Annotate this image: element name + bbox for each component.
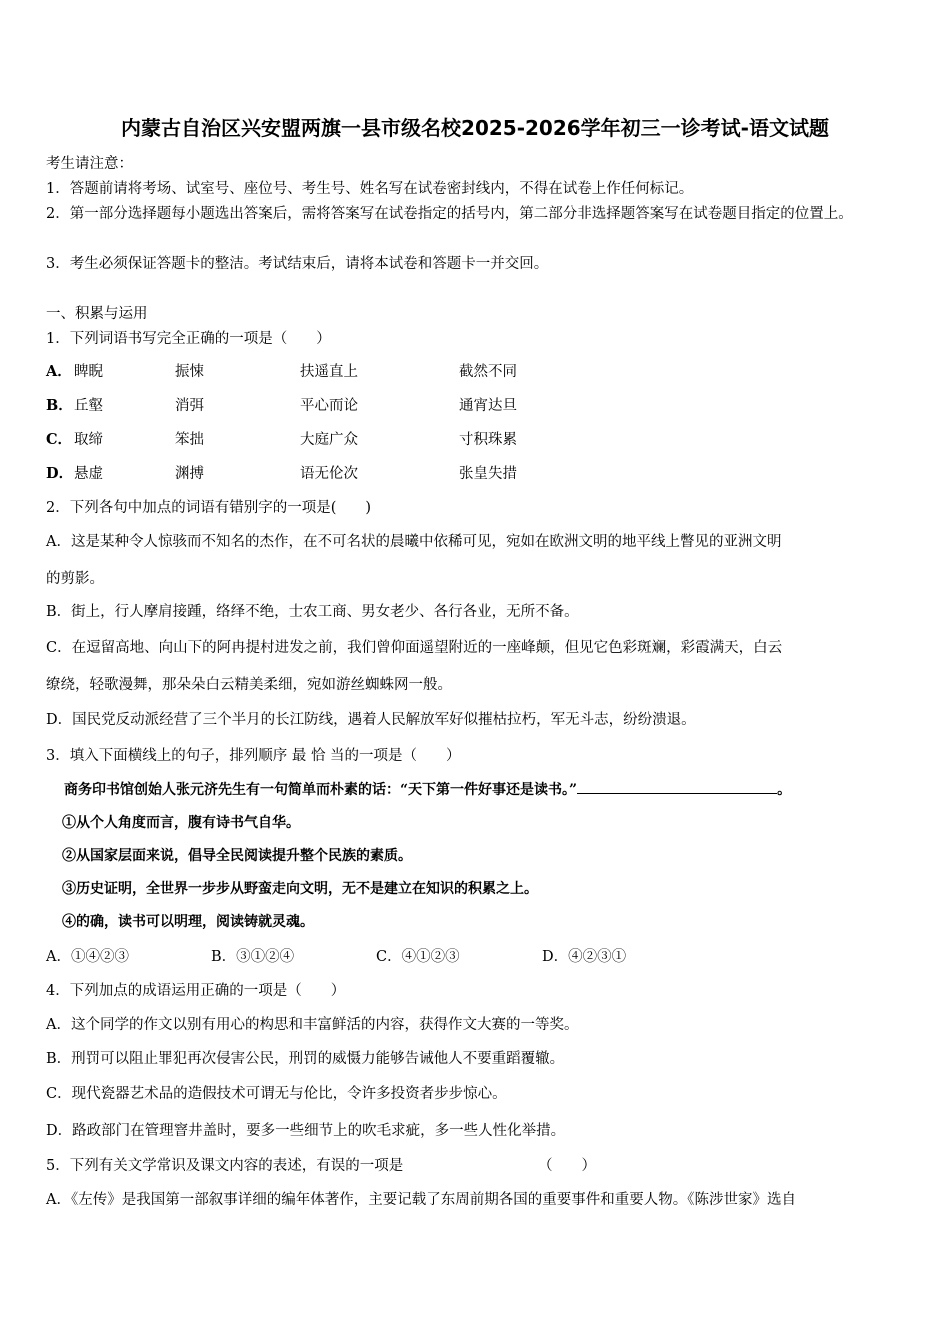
q2-option-b: B．街上，行人摩肩接踵，络绎不绝，士农工商、男女老少、各行各业，无所不备。 xyxy=(46,604,579,620)
q4-stem: 4．下列加点的成语运用正确的一项是（ ） xyxy=(46,983,346,999)
q3-option-d: D．④②③① xyxy=(542,949,627,965)
option-word: 大庭广众 xyxy=(300,432,358,448)
option-word: 振悚 xyxy=(175,364,204,380)
q2-option-a-line1: A．这是某种令人惊骇而不知名的杰作，在不可名状的晨曦中依稀可见，宛如在欧洲文明的地平线上瞥见的亚洲文明 xyxy=(46,534,782,550)
option-letter: D． xyxy=(46,465,74,482)
option-word: 平心而论 xyxy=(300,398,358,414)
q2-option-c-line2: 缭绕，轻歌漫舞，那朵朵白云精美柔细，宛如游丝蜘蛛网一般。 xyxy=(46,677,452,693)
q3-passage-text: 商务印书馆创始人张元济先生有一句简单而朴素的话：“天下第一件好事还是读书。” xyxy=(64,782,578,798)
q2-option-d: D．国民党反动派经营了三个半月的长江防线，遇着人民解放军好似摧枯拉朽，军无斗志，纷纷溃退。 xyxy=(46,712,696,728)
q3-passage-end: 。 xyxy=(777,782,792,798)
q5-answer-paren: （ ） xyxy=(538,1158,596,1174)
q3-stem: 3．填入下面横线上的句子，排列顺序 最 恰 当的一项是（ ） xyxy=(46,748,461,764)
option-word: 通宵达旦 xyxy=(459,398,517,414)
option-word: 睥睨 xyxy=(74,364,103,380)
option-letter: A． xyxy=(46,363,72,380)
option-word: 截然不同 xyxy=(459,364,517,380)
q2-stem: 2．下列各句中加点的词语有错别字的一项是( ) xyxy=(46,500,372,516)
q4-option-a: A．这个同学的作文以别有用心的构思和丰富鲜活的内容，获得作文大赛的一等奖。 xyxy=(46,1017,579,1033)
option-word: 渊搏 xyxy=(175,466,204,482)
section-heading: 一、积累与运用 xyxy=(46,306,148,322)
q2-option-a-line2: 的剪影。 xyxy=(46,571,104,587)
option-word: 取缔 xyxy=(74,432,103,448)
page-title: 内蒙古自治区兴安盟两旗一县市级名校2025-2026学年初三一诊考试-语文试题 xyxy=(121,116,829,140)
q5-option-a: A．《左传》是我国第一部叙事详细的编年体著作，主要记载了东周前期各国的重要事件和重要人物。《陈涉世家》选自 xyxy=(46,1192,796,1208)
q4-option-b: B．刑罚可以阻止罪犯再次侵害公民，刑罚的威慑力能够告诫他人不要重蹈覆辙。 xyxy=(46,1051,565,1067)
option-letter: C． xyxy=(46,431,73,448)
option-word: 消弭 xyxy=(175,398,204,414)
option-word: 寸积珠累 xyxy=(459,432,517,448)
q4-option-c: C．现代瓷器艺术品的造假技术可谓无与伦比，令许多投资者步步惊心。 xyxy=(46,1086,507,1102)
q3-option-c: C．④①②③ xyxy=(376,949,460,965)
fill-blank xyxy=(577,781,777,794)
q3-passage xyxy=(64,779,791,799)
notice-heading: 考生请注意： xyxy=(46,156,133,172)
q2-option-c-line1: C．在逗留高地、向山下的阿冉提村进发之前，我们曾仰面遥望附近的一座峰颠，但见它色彩斑斓，彩霞满天，白云 xyxy=(46,640,783,656)
option-word: 丘壑 xyxy=(74,398,103,414)
q3-sentence-2: ②从国家层面来说，倡导全民阅读提升整个民族的素质。 xyxy=(62,848,412,864)
option-word: 悬虚 xyxy=(74,466,103,482)
q1-stem: 1．下列词语书写完全正确的一项是（ ） xyxy=(46,331,331,347)
q3-option-b: B．③①②④ xyxy=(211,949,295,965)
option-word: 笨拙 xyxy=(175,432,204,448)
q3-sentence-1: ①从个人角度而言，腹有诗书气自华。 xyxy=(62,815,300,831)
notice-item-3: 3．考生必须保证答题卡的整洁。考试结束后，请将本试卷和答题卡一并交回。 xyxy=(46,256,549,272)
option-word: 张皇失措 xyxy=(459,466,517,482)
option-word: 语无伦次 xyxy=(300,466,358,482)
q3-sentence-3: ③历史证明，全世界一步步从野蛮走向文明，无不是建立在知识的积累之上。 xyxy=(62,881,538,897)
q4-option-d: D．路政部门在管理窨井盖时，要多一些细节上的吹毛求疵，多一些人性化举措。 xyxy=(46,1123,566,1139)
notice-item-2: 2．第一部分选择题每小题选出答案后，需将答案写在试卷指定的括号内，第二部分非选择题答案写在试卷题目指定的位置上。 xyxy=(46,206,853,222)
q3-sentence-4: ④的确，读书可以明理，阅读铸就灵魂。 xyxy=(62,914,314,930)
option-letter: B． xyxy=(46,397,73,414)
q3-option-a: A．①④②③ xyxy=(46,949,129,965)
q5-stem: 5．下列有关文学常识及课文内容的表述，有误的一项是 xyxy=(46,1158,404,1174)
option-word: 扶遥直上 xyxy=(300,364,358,380)
notice-item-1: 1．答题前请将考场、试室号、座位号、考生号、姓名写在试卷密封线内，不得在试卷上作任何标记。 xyxy=(46,181,694,197)
